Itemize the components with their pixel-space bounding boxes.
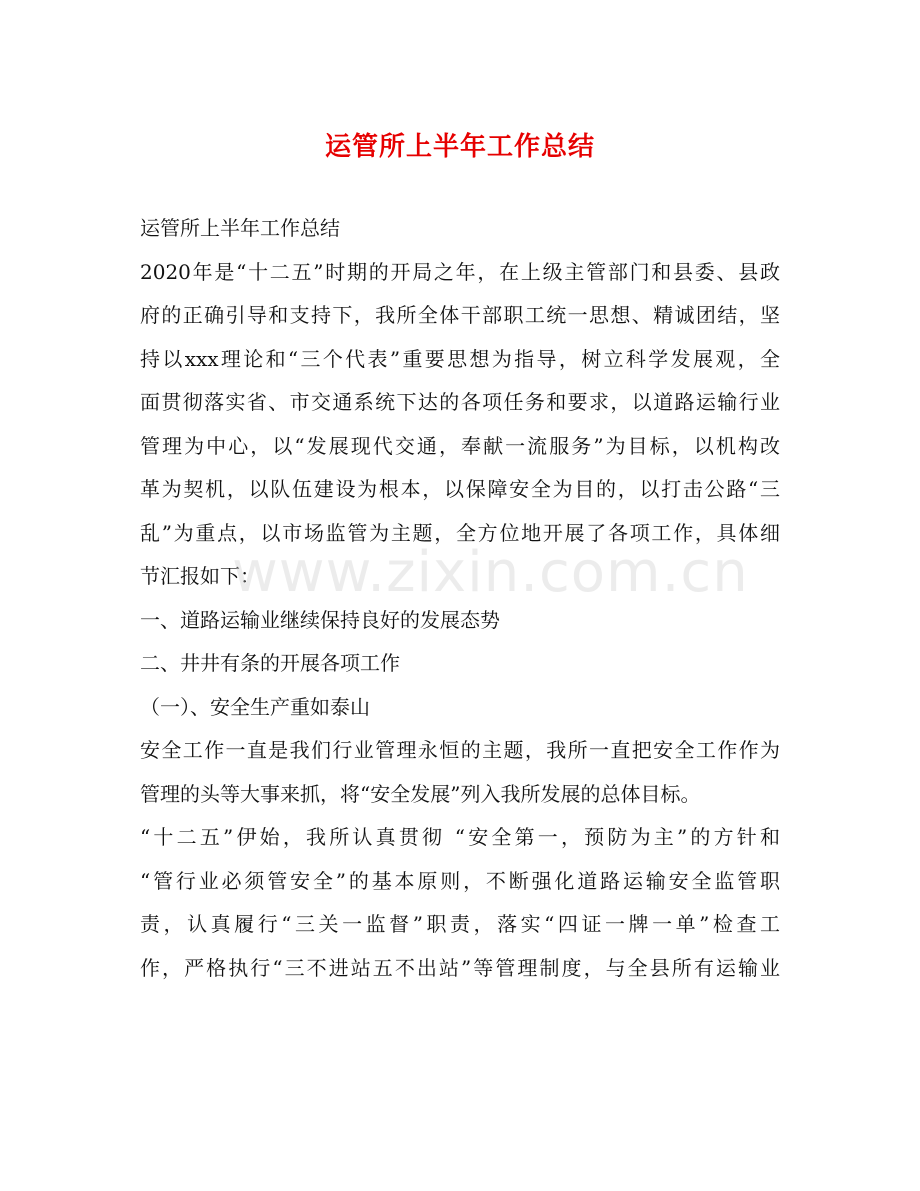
- paragraph-line: “管行业必须管安全”的基本原则，不断强化道路运输安全监管职: [140, 868, 780, 893]
- document-title: 运管所上半年工作总结: [324, 132, 595, 162]
- paragraph-line: 安全工作一直是我们行业管理永恒的主题，我所一直把安全工作作为: [140, 738, 780, 762]
- paragraph-line: 乱”为重点，以市场监管为主题，全方位地开展了各项工作，具体细: [140, 520, 780, 545]
- subsection-heading: （一）、安全生产重如泰山: [140, 694, 370, 719]
- watermark-text: www.zixin.com.cn: [232, 540, 749, 605]
- paragraph-line: 革为契机，以队伍建设为根本，以保障安全为目的，以打击公路“三: [140, 477, 780, 501]
- paragraph-line: “十二五”伊始，我所认真贯彻 “安全第一，预防为主”的方针和: [140, 825, 780, 849]
- document-subtitle: 运管所上半年工作总结: [140, 216, 340, 240]
- paragraph-line: 面贯彻落实省、市交通系统下达的各项任务和要求，以道路运输行业: [140, 390, 780, 414]
- paragraph-line: 管理为中心，以“发展现代交通，奉献一流服务”为目标，以机构改: [140, 433, 780, 458]
- paragraph-line: 作，严格执行“三不进站五不出站”等管理制度，与全县所有运输业: [140, 955, 780, 980]
- paragraph-line: 责，认真履行“三关一监督”职责，落实“四证一牌一单”检查工: [140, 912, 780, 936]
- paragraph-line: 持以xxx理论和“三个代表”重要思想为指导，树立科学发展观，全: [140, 346, 780, 371]
- paragraph-line: 节汇报如下：: [140, 564, 260, 588]
- section-heading: 一、道路运输业继续保持良好的发展态势: [140, 607, 500, 632]
- paragraph-line: 管理的头等大事来抓，将“安全发展”列入我所发展的总体目标。: [140, 781, 701, 806]
- document-body: [140, 208, 780, 991]
- section-heading: 二、井井有条的开展各项工作: [140, 651, 400, 675]
- paragraph-line: 2020年是“十二五”时期的开局之年，在上级主管部门和县委、县政: [140, 259, 780, 284]
- paragraph-line: 府的正确引导和支持下，我所全体干部职工统一思想、精诚团结，坚: [140, 303, 780, 327]
